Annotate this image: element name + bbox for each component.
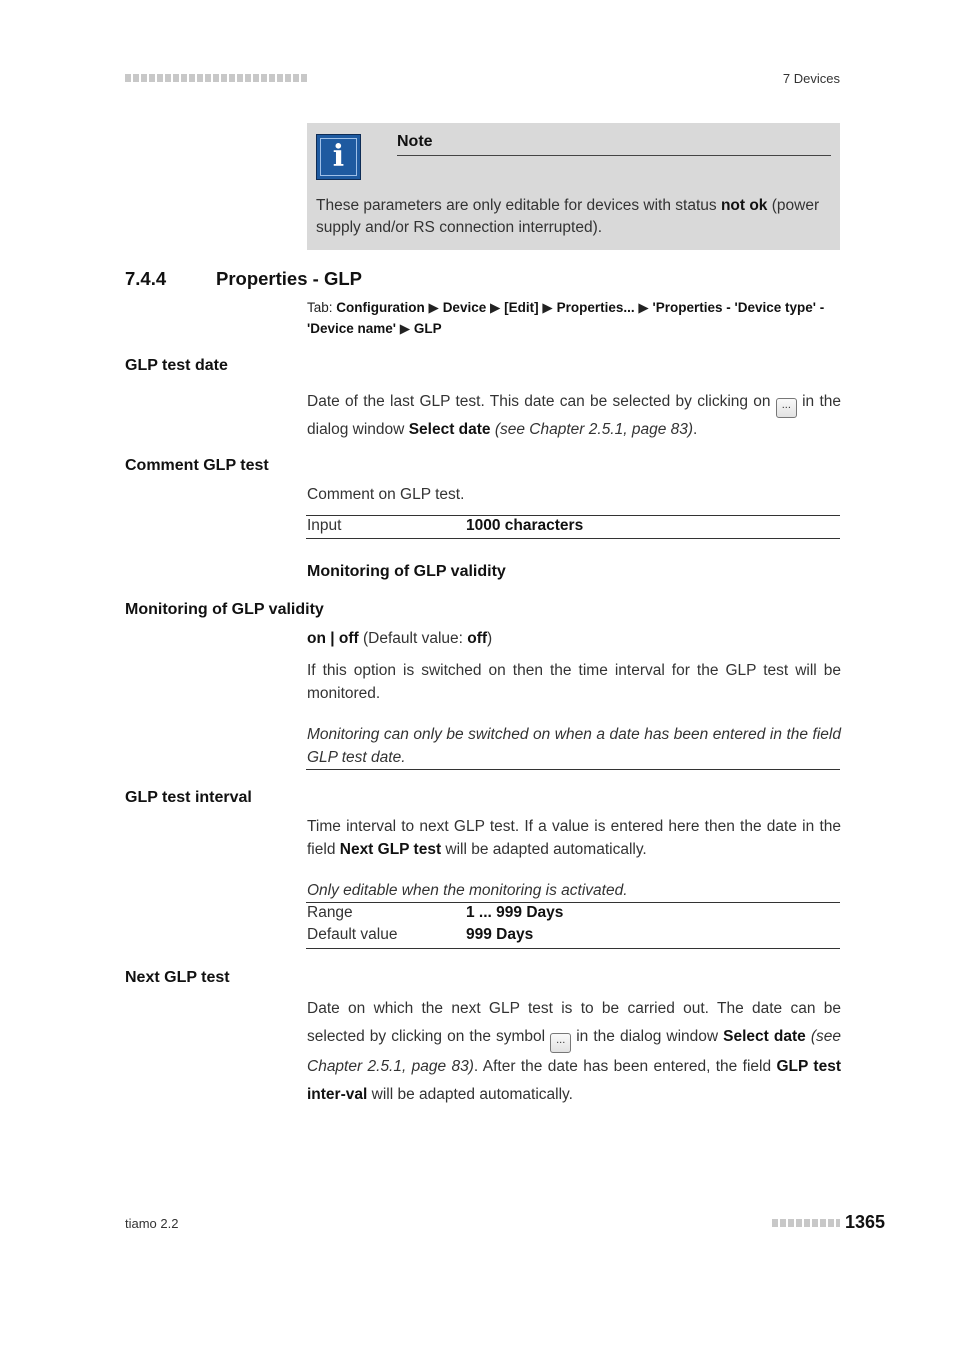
monitoring-subheading: Monitoring of GLP validity [307, 563, 506, 580]
footer-decoration [772, 1219, 840, 1227]
monitoring-text: If this option is switched on then the time interval for the GLP test will be monitored. [307, 662, 841, 702]
page-number: 1365 [845, 1212, 886, 1232]
monitoring-heading: Monitoring of GLP validity [125, 601, 324, 618]
note-text: These parameters are only editable for devices with status not ok (power supply and/or RS connection interrupted). [316, 197, 820, 236]
interval-table-rule-top [306, 902, 840, 903]
input-value: 1000 characters [466, 517, 584, 534]
input-label: Input [307, 517, 342, 534]
glp-test-date-heading: GLP test date [125, 357, 228, 374]
table-rule-top [306, 515, 840, 516]
footer-product: tiamo 2.2 [125, 1216, 179, 1231]
tab-path: Tab: Configuration ▶ Device ▶ [Edit] ▶ Properties... ▶ 'Properties - 'Device type' - 'Device name' ▶ GLP [307, 300, 825, 336]
monitoring-note: Monitoring can only be switched on when a date has been entered in the field GLP test date. [307, 726, 841, 766]
monitoring-rule [306, 769, 840, 770]
next-glp-test-text: Date on which the next GLP test is to be carried out. The date can be selected by clicking on the symbol ... in the dialog window Select date (see Chapter 2.5.1, page 83). After the date has been entered, the field GLP test inter-val will be adapted automatically. [307, 1000, 841, 1103]
comment-glp-test-text: Comment on GLP test. [307, 486, 465, 503]
comment-glp-test-heading: Comment GLP test [125, 457, 269, 474]
header-decoration [125, 74, 307, 82]
glp-test-interval-note: Only editable when the monitoring is activated. [307, 882, 628, 899]
monitoring-options: on | off (Default value: off) [307, 630, 493, 647]
glp-test-date-text: Date of the last GLP test. This date can be selected by clicking on ... in the dialog window Select date (see Chapter 2.5.1, page 83). [307, 393, 841, 438]
default-value: 999 Days [466, 926, 534, 943]
next-glp-test-heading: Next GLP test [125, 969, 230, 986]
info-icon: i [316, 134, 361, 180]
glp-test-interval-text: Time interval to next GLP test. If a value is entered here then the date in the field Next GLP test will be adapted automatically. [307, 818, 841, 858]
default-label: Default value [307, 926, 398, 943]
note-divider [397, 155, 831, 156]
section-number: 7.4.4 [125, 268, 167, 289]
table-rule-bottom [306, 538, 840, 539]
glp-test-interval-heading: GLP test interval [125, 789, 252, 806]
range-value: 1 ... 999 Days [466, 904, 564, 921]
note-title: Note [397, 133, 433, 150]
section-title: Properties - GLP [216, 268, 362, 289]
chapter-label: 7 Devices [782, 71, 840, 86]
select-date-button[interactable]: ... [550, 1033, 571, 1053]
interval-table-rule-bottom [306, 948, 840, 949]
select-date-button[interactable]: ... [776, 398, 797, 418]
range-label: Range [307, 904, 353, 921]
